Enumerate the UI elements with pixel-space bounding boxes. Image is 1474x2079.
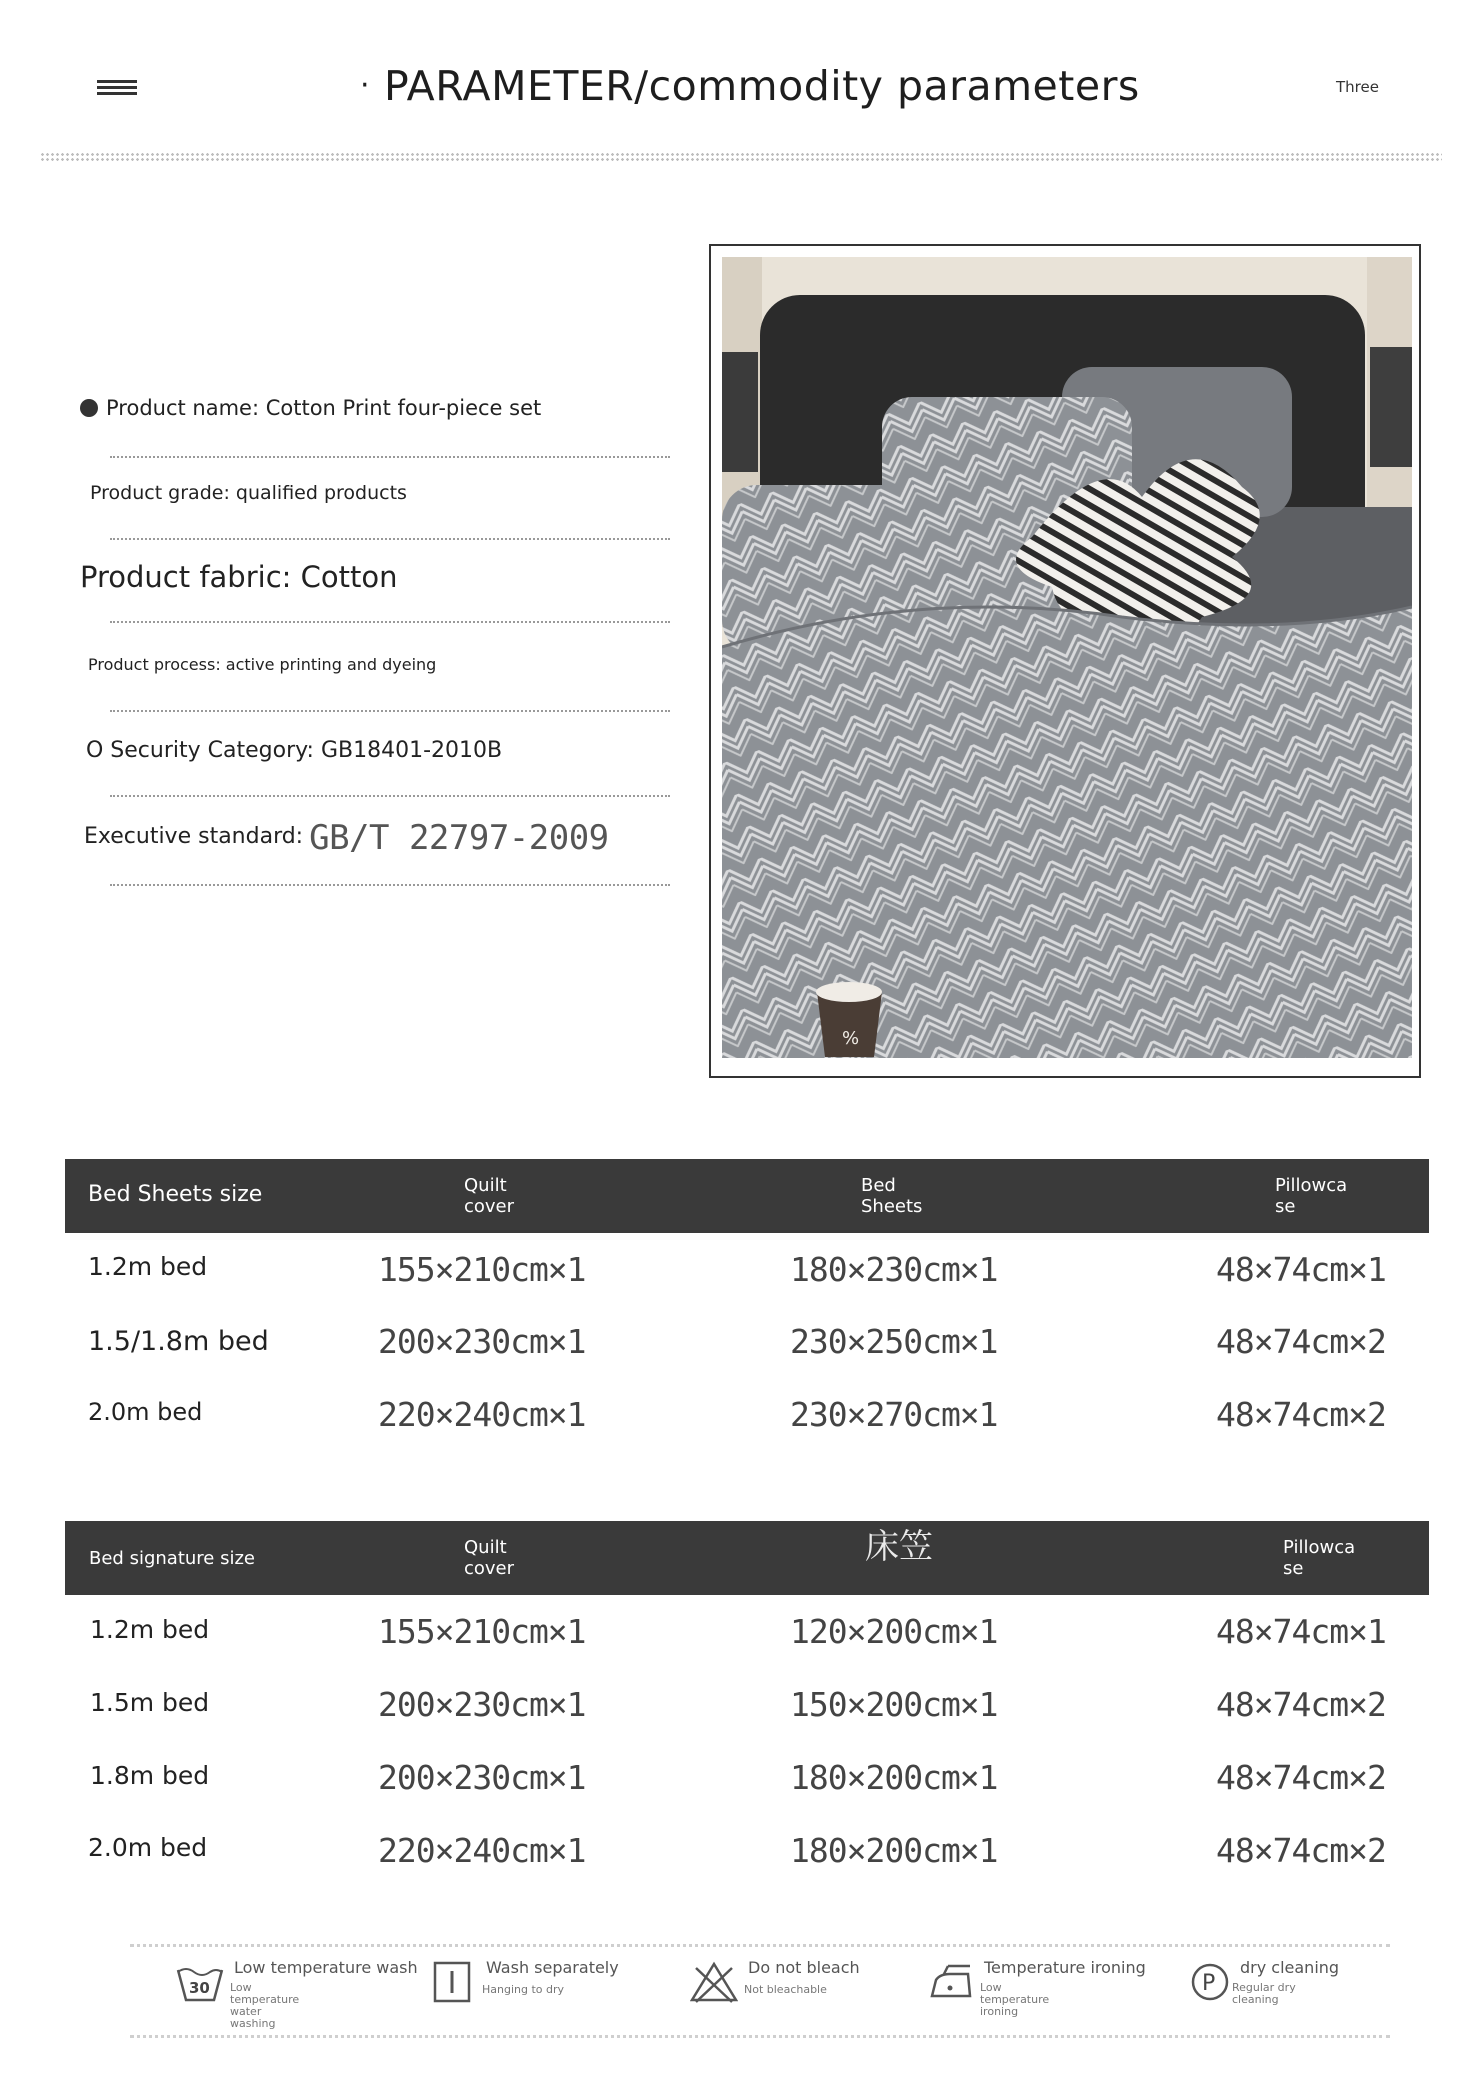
care-item xyxy=(432,1960,632,2020)
care-divider-top xyxy=(130,1944,1390,1947)
table2-cell: 220×240cm×1 xyxy=(378,1831,586,1870)
table1-cell: 155×210cm×1 xyxy=(378,1250,586,1289)
table2-cell: 150×200cm×1 xyxy=(790,1685,998,1724)
table1-row-label: 1.2m bed xyxy=(88,1252,208,1281)
table2-row-label: 1.2m bed xyxy=(90,1615,210,1644)
param-separator xyxy=(110,456,670,458)
param-product-name: Product name: Cotton Print four-piece set xyxy=(80,396,541,420)
menu-icon[interactable] xyxy=(97,80,137,96)
param-separator xyxy=(110,884,670,886)
table2-header-quilt: Quilt cover xyxy=(464,1537,515,1579)
care-subtitle: Not bleachable xyxy=(744,1983,827,1996)
care-subtitle: Low temperature water washing xyxy=(230,1981,300,2030)
care-item xyxy=(690,1960,890,2020)
standard-value: GB/T 22797-2009 xyxy=(309,818,609,858)
care-item xyxy=(1190,1960,1390,2020)
table1-cell: 48×74cm×2 xyxy=(1216,1395,1386,1434)
table2-cell: 200×230cm×1 xyxy=(378,1685,586,1724)
param-separator xyxy=(110,621,670,623)
care-subtitle: Regular dry cleaning xyxy=(1232,1981,1296,2006)
param-process: Product process: active printing and dyeing xyxy=(88,655,437,674)
bedding-illustration xyxy=(722,257,1412,1058)
svg-text:P: P xyxy=(1202,1971,1216,1996)
hang-dry-icon xyxy=(432,1960,472,2004)
table2-header-size: Bed signature size xyxy=(89,1548,255,1569)
table1-row-label: 1.5/1.8m bed xyxy=(88,1326,269,1357)
table2-cell: 48×74cm×2 xyxy=(1216,1758,1386,1797)
product-photo xyxy=(722,257,1412,1058)
table2-row-label: 2.0m bed xyxy=(88,1833,208,1862)
care-title: Low temperature wash xyxy=(234,1958,418,1977)
table2-cell: 180×200cm×1 xyxy=(790,1831,998,1870)
param-fabric: Product fabric: Cotton xyxy=(80,560,398,594)
table2-cell: 180×200cm×1 xyxy=(790,1758,998,1797)
table1-cell: 48×74cm×1 xyxy=(1216,1250,1386,1289)
param-separator xyxy=(110,538,670,540)
care-subtitle: Hanging to dry xyxy=(482,1983,565,1996)
bullet-icon xyxy=(80,399,98,417)
table2-row-label: 1.8m bed xyxy=(90,1761,210,1790)
page-title: · PARAMETER/commodity parameters xyxy=(360,62,1140,110)
table2-cell: 200×230cm×1 xyxy=(378,1758,586,1797)
care-item xyxy=(928,1960,1148,2020)
dry-clean-icon xyxy=(1190,1960,1230,2004)
care-title: Temperature ironing xyxy=(984,1958,1146,1977)
param-grade: Product grade: qualified products xyxy=(90,482,407,504)
no-bleach-icon xyxy=(690,1960,738,2004)
table1-header-sheets: Bed Sheets xyxy=(861,1175,923,1217)
table2-row-label: 1.5m bed xyxy=(90,1688,210,1717)
table1-cell: 48×74cm×2 xyxy=(1216,1322,1386,1361)
care-title: Do not bleach xyxy=(748,1958,860,1977)
table2-cell: 155×210cm×1 xyxy=(378,1612,586,1651)
param-security: O Security Category: GB18401-2010B xyxy=(86,738,503,763)
param-separator xyxy=(110,710,670,712)
table1-cell: 180×230cm×1 xyxy=(790,1250,998,1289)
table1-row-label: 2.0m bed xyxy=(88,1398,203,1426)
svg-text:30: 30 xyxy=(189,1979,210,1997)
table1-cell: 230×250cm×1 xyxy=(790,1322,998,1361)
iron-icon xyxy=(928,1960,974,2004)
table1-cell: 200×230cm×1 xyxy=(378,1322,586,1361)
table2-cell: 48×74cm×1 xyxy=(1216,1612,1386,1651)
care-divider-bottom xyxy=(130,2035,1390,2038)
svg-text:%: % xyxy=(842,1028,860,1049)
table1-header-quilt: Quilt cover xyxy=(464,1175,515,1217)
param-separator xyxy=(110,795,670,797)
table1-header-size: Bed Sheets size xyxy=(88,1182,263,1207)
table2-header-pillow: Pillowcase xyxy=(1283,1537,1356,1579)
table1-header xyxy=(65,1159,1429,1233)
corner-label: Three xyxy=(1336,78,1379,96)
table2-header-fitted: 床笠 xyxy=(865,1527,933,1567)
care-subtitle: Low temperature ironing xyxy=(980,1981,1050,2018)
care-item xyxy=(176,1958,418,2030)
wash-30-icon xyxy=(176,1960,224,2004)
table2-cell: 120×200cm×1 xyxy=(790,1612,998,1651)
table2-header xyxy=(65,1521,1429,1595)
param-standard: Executive standard: GB/T 22797-2009 xyxy=(84,818,609,858)
table2-cell: 48×74cm×2 xyxy=(1216,1685,1386,1724)
table1-cell: 230×270cm×1 xyxy=(790,1395,998,1434)
table2-cell: 48×74cm×2 xyxy=(1216,1831,1386,1870)
table1-header-pillow: Pillowcase xyxy=(1275,1175,1348,1217)
header-divider xyxy=(40,152,1442,162)
care-title: Wash separately xyxy=(486,1958,619,1977)
table1-cell: 220×240cm×1 xyxy=(378,1395,586,1434)
care-title: dry cleaning xyxy=(1240,1958,1340,1977)
